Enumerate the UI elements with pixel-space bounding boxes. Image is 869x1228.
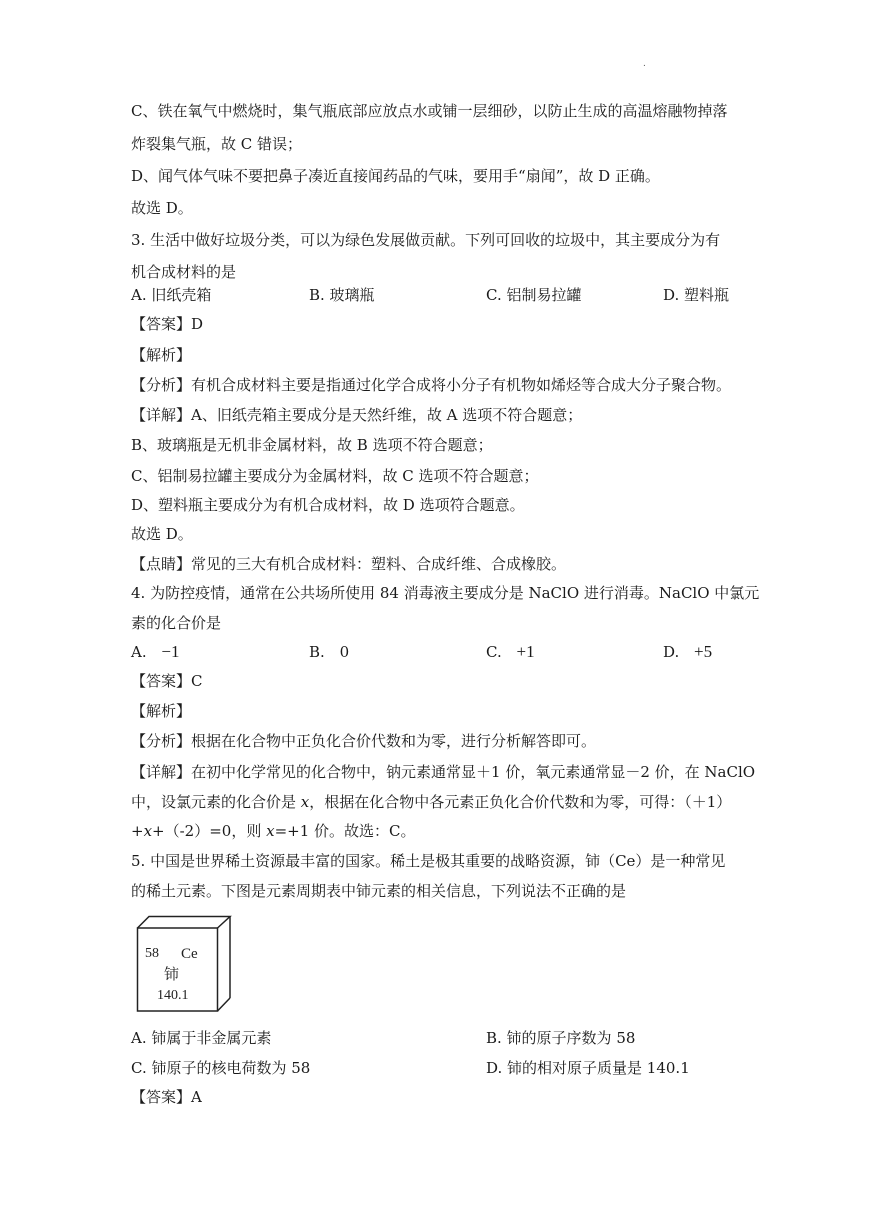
text-line: 【详解】A、旧纸壳箱主要成分是天然纤维，故 A 选项不符合题意；	[131, 406, 583, 424]
variable-x: x	[143, 822, 153, 840]
option-a: A. 铈属于非金属元素	[131, 1029, 272, 1047]
option-d: D. 塑料瓶	[663, 286, 730, 304]
element-name: 铈	[164, 965, 180, 983]
text-span: +（-2）=0，则	[152, 822, 267, 840]
text-line: 【详解】在初中化学常见的化合物中，钠元素通常显＋1 价，氧元素通常显－2 价，在 NaClO	[131, 763, 756, 781]
question-3-stem: 机合成材料的是	[131, 263, 237, 281]
option-c	[486, 642, 535, 662]
text-line: 故选 D。	[131, 199, 193, 217]
question-5-stem: 的稀土元素。下图是元素周期表中铈元素的相关信息，下列说法不正确的是	[131, 882, 627, 900]
option-value: 0	[339, 643, 350, 661]
text-line: C、铁在氧气中燃烧时，集气瓶底部应放点水或铺一层细砂，以防止生成的高温熔融物掉落	[131, 102, 728, 120]
question-4-stem: 素的化合价是	[131, 614, 222, 632]
option-a	[131, 642, 179, 662]
analysis-label: 【解析】	[131, 702, 192, 720]
option-b: B. 玻璃瓶	[309, 286, 375, 304]
question-4-stem: 4. 为防控疫情，通常在公共场所使用 84 消毒液主要成分是 NaClO 进行消毒。NaClO 中氯元	[131, 584, 760, 602]
option-a: A. 旧纸壳箱	[131, 286, 212, 304]
text-span: 中，设氯元素的化合价是	[131, 793, 301, 811]
text-line: 【分析】有机合成材料主要是指通过化学合成将小分子有机物如烯烃等合成大分子聚合物。	[131, 376, 732, 394]
option-b: B. 铈的原子序数为 58	[486, 1029, 636, 1047]
text-span: +	[131, 822, 144, 840]
variable-x: x	[266, 822, 275, 840]
text-line: C、铝制易拉罐主要成分为金属材料，故 C 选项不符合题意；	[131, 467, 539, 485]
analysis-label: 【解析】	[131, 346, 192, 364]
text-line: 【分析】根据在化合物中正负化合价代数和为零，进行分析解答即可。	[131, 732, 597, 750]
text-line: 故选 D。	[131, 525, 193, 543]
text-line: D、塑料瓶主要成分为有机合成材料，故 D 选项符合题意。	[131, 496, 525, 514]
option-d: D. 铈的相对原子质量是 140.1	[486, 1059, 690, 1077]
text-line: 炸裂集气瓶，故 C 错误；	[131, 135, 303, 153]
question-5-stem: 5. 中国是世界稀土资源最丰富的国家。稀土是极其重要的战略资源，铈（Ce）是一种常见	[131, 852, 726, 870]
option-c: C. 铝制易拉罐	[486, 286, 582, 304]
text-span: ，根据在化合物中各元素正负化合价代数和为零，可得：（＋1）	[309, 793, 732, 811]
option-label: D.	[663, 643, 680, 661]
text-span: =+1 价。故选：C。	[274, 822, 416, 840]
element-cell-figure	[136, 915, 233, 1013]
option-label: C.	[486, 643, 502, 661]
option-value: −1	[161, 642, 180, 661]
option-value: +5	[694, 642, 713, 661]
text-line: D、闻气体气味不要把鼻子凑近直接闻药品的气味，要用手“扇闻”，故 D 正确。	[131, 167, 660, 185]
option-c: C. 铈原子的核电荷数为 58	[131, 1059, 311, 1077]
answer-label: 【答案】D	[131, 315, 204, 333]
answer-label: 【答案】C	[131, 672, 203, 690]
option-label: A.	[131, 643, 147, 661]
option-label: B.	[309, 643, 325, 661]
text-line: B、玻璃瓶是无机非金属材料，故 B 选项不符合题意；	[131, 436, 493, 454]
question-3-stem: 3. 生活中做好垃圾分类，可以为绿色发展做贡献。下列可回收的垃圾中，其主要成分为有	[131, 231, 721, 249]
element-symbol: Ce	[181, 946, 198, 962]
text-line	[131, 821, 416, 841]
text-line: 【点睛】常见的三大有机合成材料：塑料、合成纤维、合成橡胶。	[131, 555, 567, 573]
variable-x: x	[300, 793, 310, 811]
header-dot: .	[643, 58, 646, 69]
text-line	[131, 792, 731, 812]
option-d	[663, 642, 712, 662]
atomic-number: 58	[145, 946, 159, 961]
option-b	[309, 642, 349, 662]
option-value: +1	[516, 642, 535, 661]
atomic-mass: 140.1	[157, 988, 189, 1003]
answer-label: 【答案】A	[131, 1088, 202, 1106]
